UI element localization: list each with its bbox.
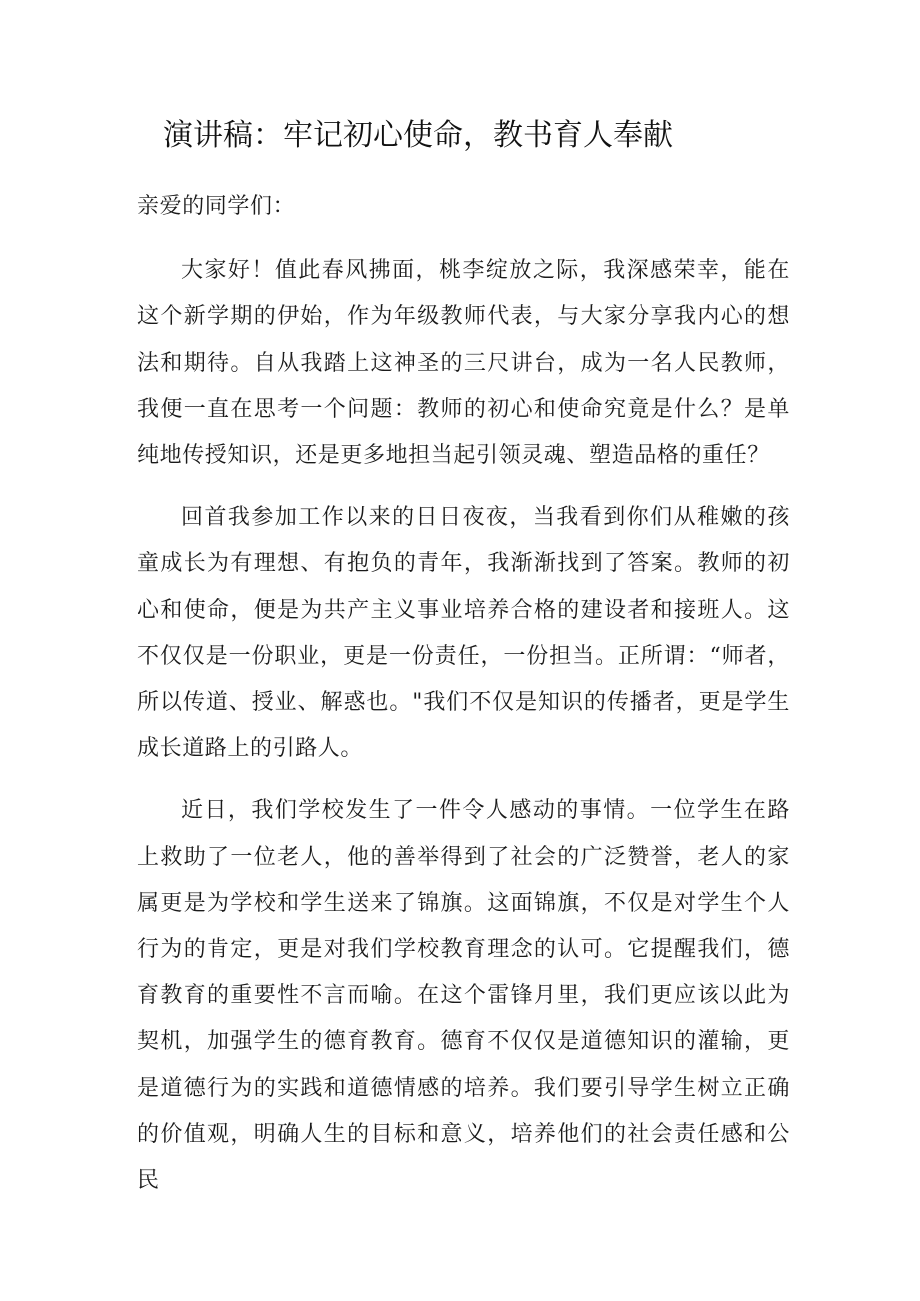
paragraph-3: 近日，我们学校发生了一件令人感动的事情。一位学生在路上救助了一位老人，他的善举得到了社会的广泛赞誉，老人的家属更是为学校和学生送来了锦旗。这面锦旗，不仅是对学生个人行为的肯定，更是对我们学校教育理念的认可。它提醒我们，德育教育的重要性不言而喻。在这个雷锋月里，我们更应该以此为契机，加强学生的德育教育。德育不仅仅是道德知识的灌输，更是道德行为的实践和道德情感的培养。我们要引导学生树立正确的价值观，明确人生的目标和意义，培养他们的社会责任感和公民 [137, 798, 790, 1194]
paragraph-1: 大家好！值此春风拂面，桃李绽放之际，我深感荣幸，能在这个新学期的伊始，作为年级教师代表，与大家分享我内心的想法和期待。自从我踏上这神圣的三尺讲台，成为一名人民教师，我便一直在思考一个问题：教师的初心和使命究竟是什么？是单纯地传授知识，还是更多地担当起引领灵魂、塑造品格的重任？ [137, 258, 790, 469]
document-body [137, 184, 790, 1220]
document-title: 演讲稿：牢记初心使命，教书育人奉献 [163, 118, 673, 153]
paragraph-2: 回首我参加工作以来的日日夜夜，当我看到你们从稚嫩的孩童成长为有理想、有抱负的青年，我渐渐找到了答案。教师的初心和使命，便是为共产主义事业培养合格的建设者和接班人。这不仅仅是一份职业，更是一份责任，一份担当。正所谓：“师者，所以传道、授业、解惑也。"我们不仅是知识的传播者，更是学生成长道路上的引路人。 [137, 505, 790, 762]
salutation: 亲爱的同学们： [137, 194, 296, 219]
